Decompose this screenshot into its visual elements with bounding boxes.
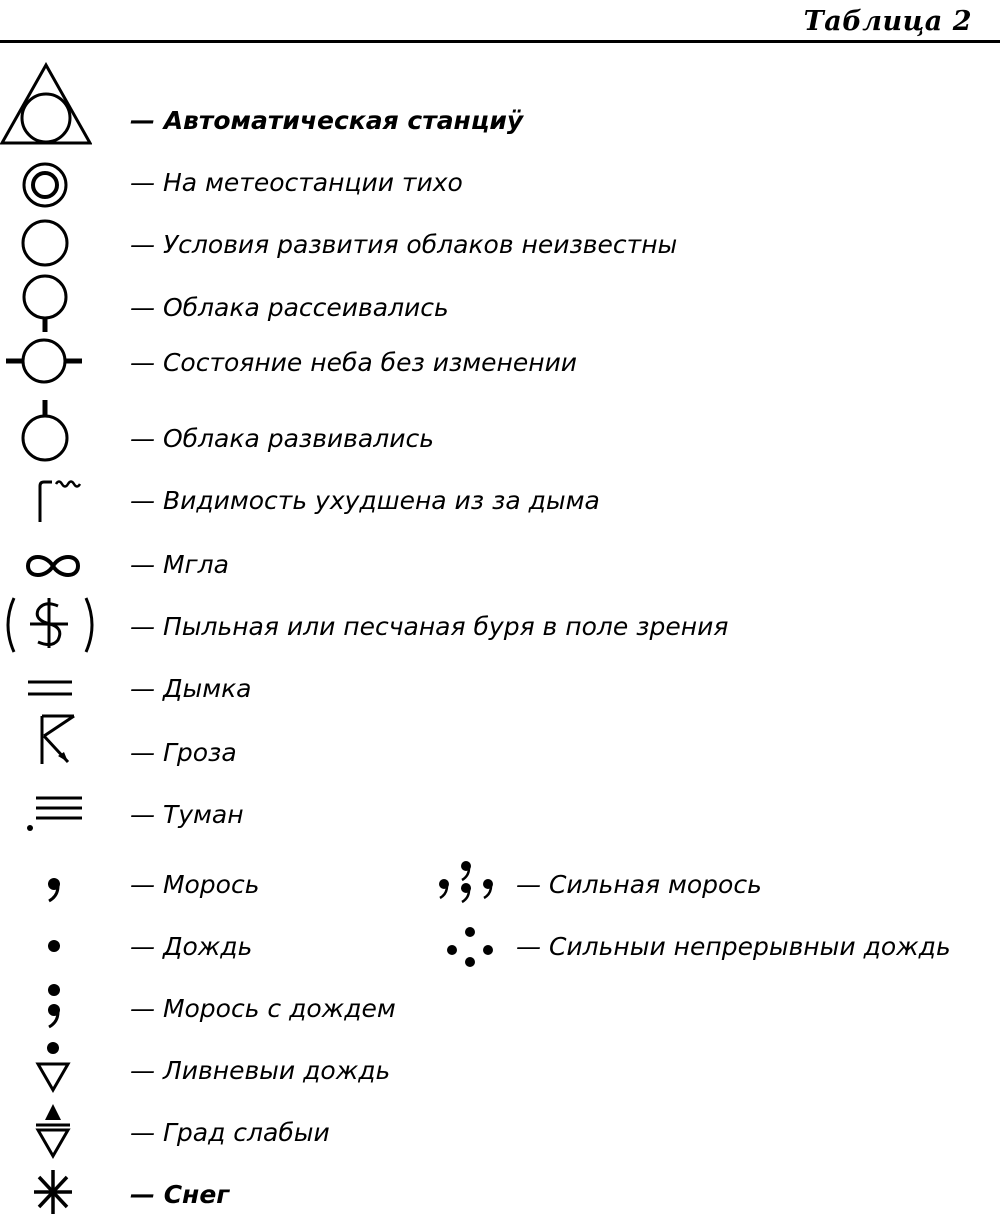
duststorm-icon xyxy=(0,592,100,658)
hail-icon xyxy=(30,1100,76,1160)
clouds-unknown-icon xyxy=(18,216,72,270)
legend-label-heavy-drizzle: — Сильная морось xyxy=(516,870,762,899)
sky-unchanged-icon xyxy=(2,334,86,388)
legend-label-mist: — Дымка xyxy=(130,674,252,703)
legend-label-clouds-developing: — Облака развивались xyxy=(130,424,434,453)
legend-label-calm: — На метеостанции тихо xyxy=(130,168,463,197)
heavy-rain-icon xyxy=(440,918,500,972)
thunderstorm-icon xyxy=(34,712,84,768)
header-rule xyxy=(0,40,1000,43)
legend-label-duststorm: — Пыльная или песчаная буря в поле зрения xyxy=(130,612,729,641)
legend-label-smoke: — Видимость ухудшена из за дыма xyxy=(130,486,600,515)
clouds-dissipating-icon xyxy=(18,272,72,334)
legend-label-hail: — Град слабыи xyxy=(130,1118,330,1147)
legend-label-haze: — Мгла xyxy=(130,550,229,579)
heavy-drizzle-icon xyxy=(432,856,512,906)
table-title: Таблица 2 xyxy=(803,6,972,37)
legend-label-snow: — Снег xyxy=(130,1180,230,1209)
drizzle-rain-icon xyxy=(36,976,72,1036)
legend-label-automatic-station: — Автоматическая станциÿ xyxy=(130,106,524,135)
legend-label-drizzle-rain: — Морось с дождем xyxy=(130,994,396,1023)
legend-label-sky-unchanged: — Состояние неба без изменении xyxy=(130,348,578,377)
legend-label-heavy-rain: — Сильныи непрерывныи дождь xyxy=(516,932,951,961)
snow-icon xyxy=(28,1164,78,1220)
legend-label-clouds-unknown: — Условия развития облаков неизвестны xyxy=(130,230,678,259)
calm-icon xyxy=(20,160,70,210)
legend-label-rain-shower: — Ливневыи дождь xyxy=(130,1056,391,1085)
legend-label-thunderstorm: — Гроза xyxy=(130,738,237,767)
legend-label-rain: — Дождь xyxy=(130,932,253,961)
mist-icon xyxy=(22,668,78,708)
clouds-developing-icon xyxy=(18,398,72,468)
automatic-station-icon xyxy=(0,62,92,146)
smoke-icon xyxy=(28,476,96,526)
legend-label-clouds-dissipating: — Облака рассеивались xyxy=(130,293,449,322)
drizzle-icon xyxy=(36,862,72,912)
legend-label-fog: — Туман xyxy=(130,800,244,829)
fog-icon xyxy=(22,784,88,834)
rain-shower-icon xyxy=(30,1038,76,1096)
rain-icon xyxy=(36,926,72,966)
haze-icon xyxy=(22,546,84,586)
legend-label-drizzle: — Морось xyxy=(130,870,260,899)
